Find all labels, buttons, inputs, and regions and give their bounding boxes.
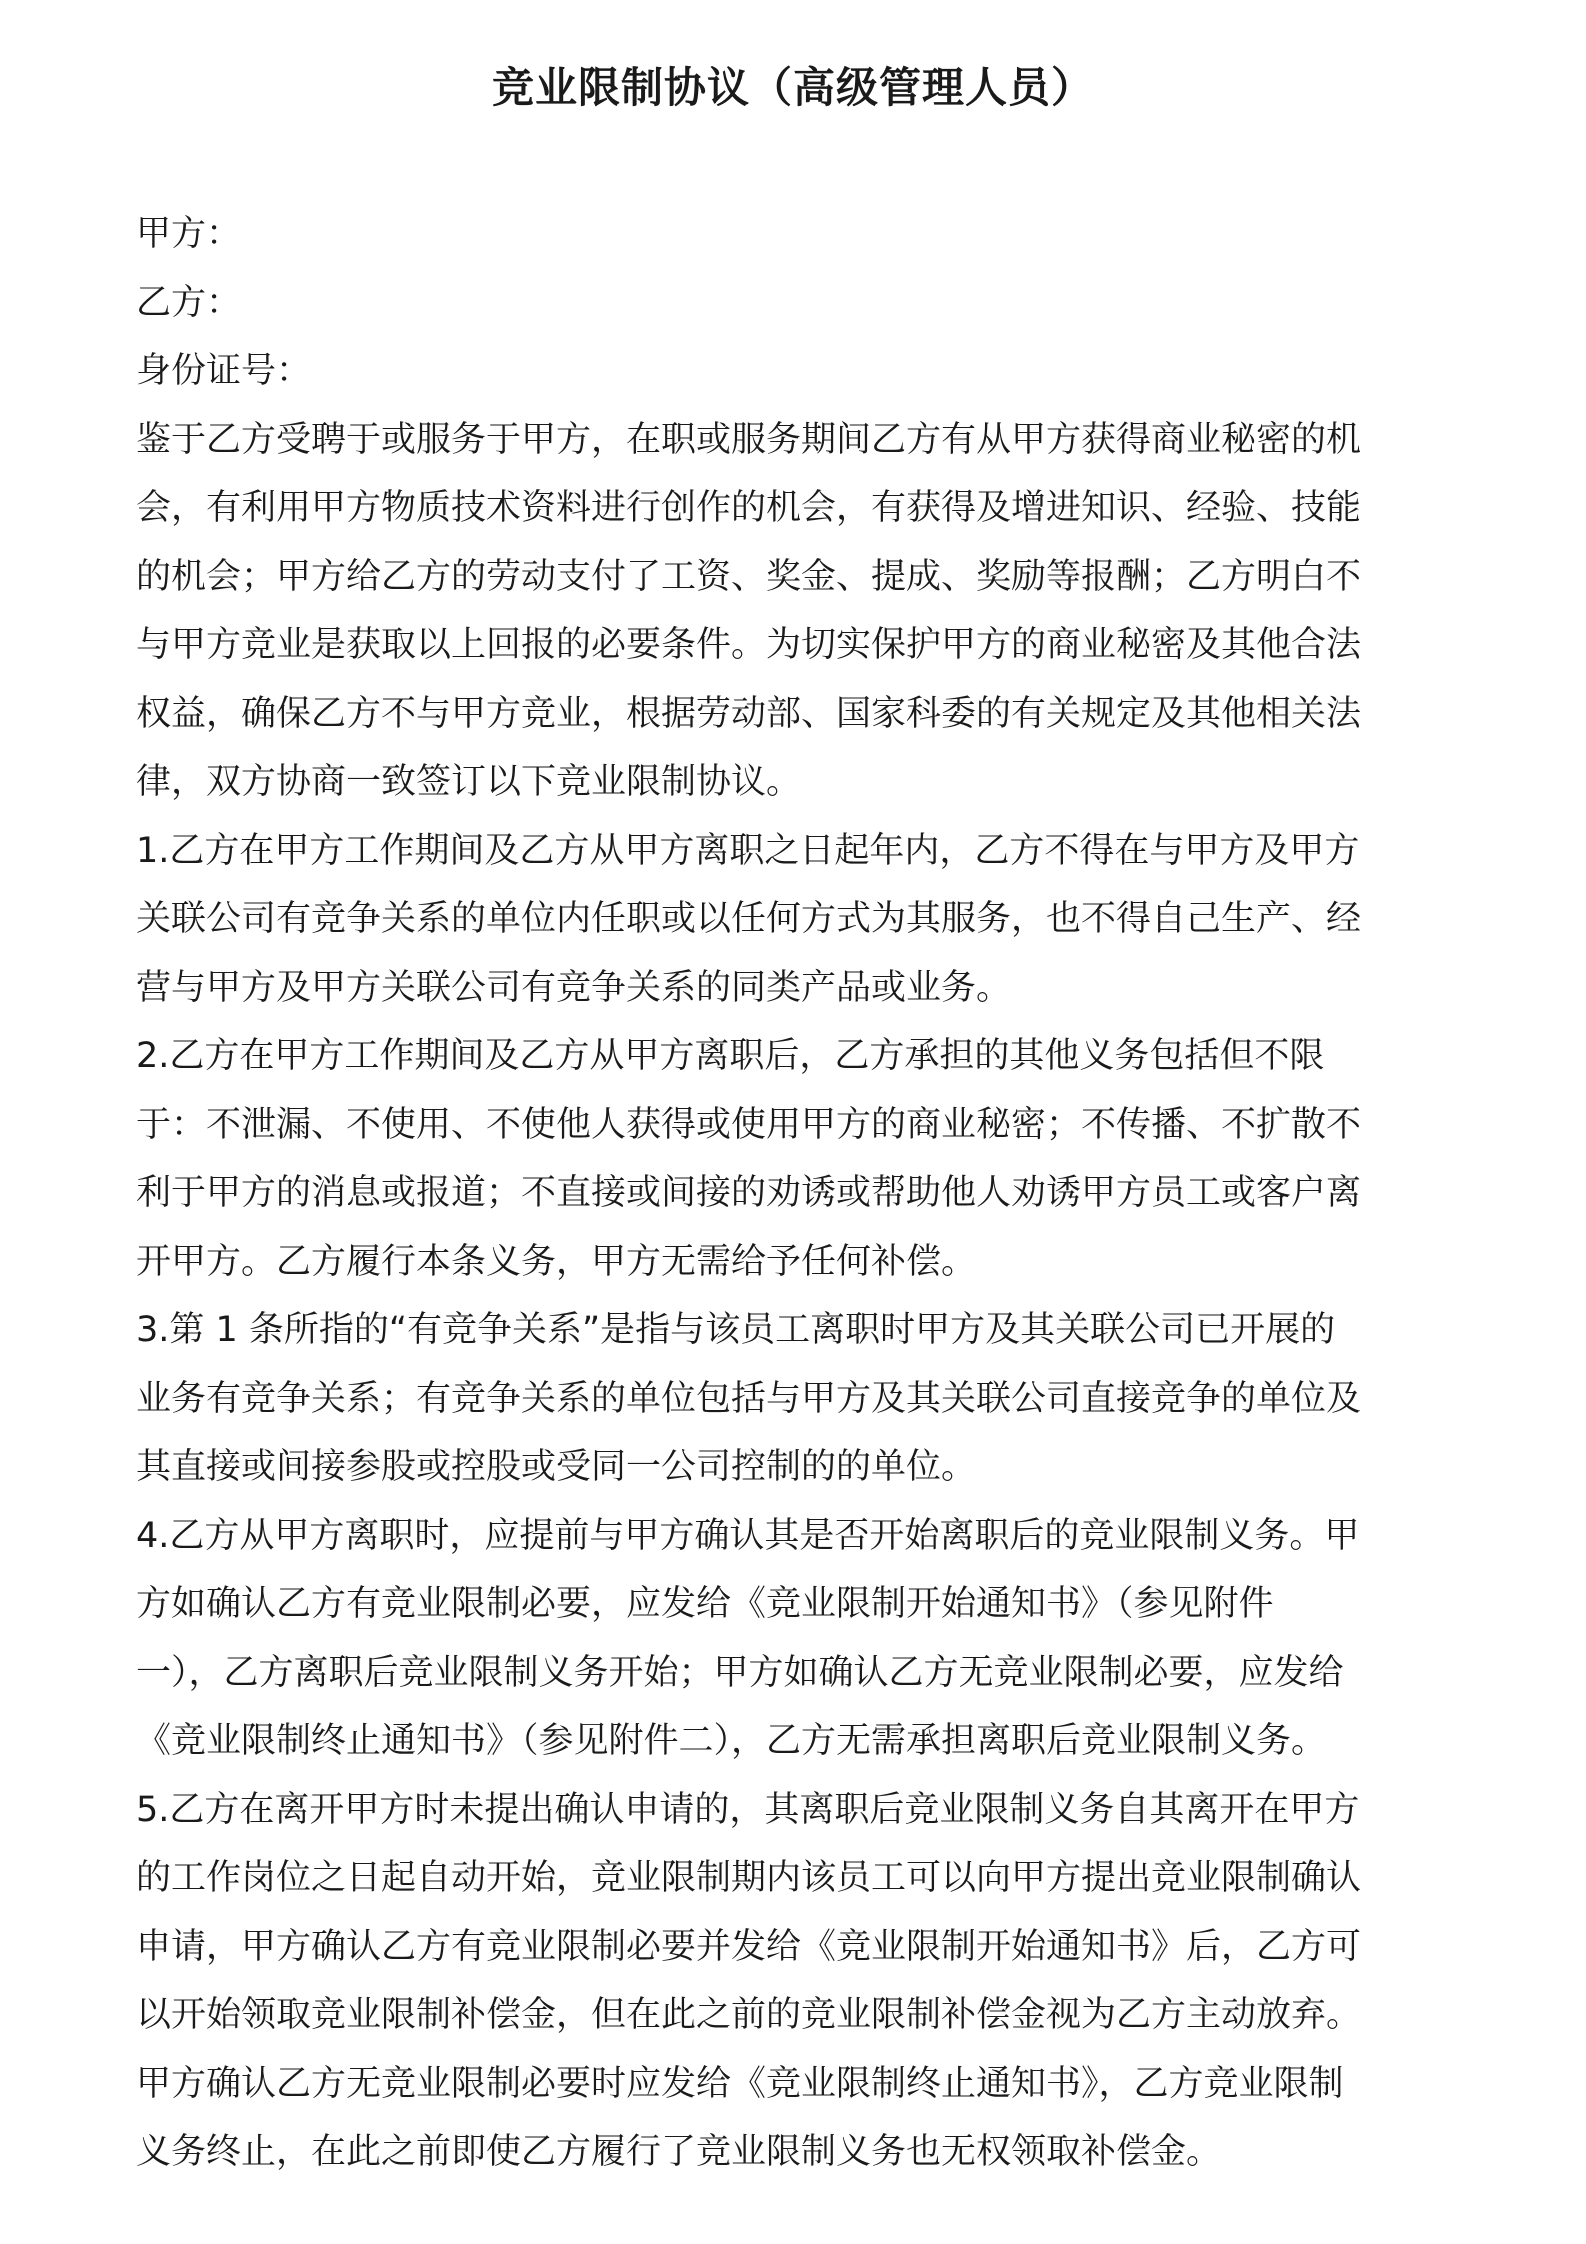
clause-5-line: 申请，甲方确认乙方有竞业限制必要并发给《竞业限制开始通知书》后，乙方可: [136, 1926, 1362, 1967]
party-b-label: 乙方：: [136, 282, 242, 323]
party-a-label: 甲方：: [136, 214, 242, 254]
clause-4-line: 4.乙方从甲方离职时，应提前与甲方确认其是否开始离职后的竞业限制义务。甲: [136, 1515, 1360, 1556]
clause-3-line: 3.第 1 条所指的“有竞争关系”是指与该员工离职时甲方及其关联公司已开展的: [136, 1310, 1336, 1350]
clause-5-line: 5.乙方在离开甲方时未提出确认申请的，其离职后竞业限制义务自其离开在甲方: [136, 1789, 1360, 1830]
preamble-paragraph: [136, 406, 1456, 817]
preamble-line: 与甲方竞业是获取以上回报的必要条件。为切实保护甲方的商业秘密及其他合法: [136, 625, 1362, 665]
document-body: [136, 200, 1456, 2187]
clause-5-line: 以开始领取竞业限制补偿金，但在此之前的竞业限制补偿金视为乙方主动放弃。: [136, 1995, 1362, 2035]
clause-3-line: 其直接或间接参股或控股或受同一公司控制的的单位。: [136, 1447, 977, 1487]
clause-1-line: 营与甲方及甲方关联公司有竞争关系的同类产品或业务。: [136, 967, 1012, 1008]
id-number-label: 身份证号：: [136, 351, 312, 391]
preamble-line: 权益，确保乙方不与甲方竞业，根据劳动部、国家科委的有关规定及其他相关法: [136, 693, 1362, 734]
clause-2-line: 2.乙方在甲方工作期间及乙方从甲方离职后，乙方承担的其他义务包括但不限: [136, 1036, 1325, 1076]
clause-2-line: 开甲方。乙方履行本条义务，甲方无需给予任何补偿。: [136, 1241, 977, 1282]
clause-5-line: 甲方确认乙方无竞业限制必要时应发给《竞业限制终止通知书》，乙方竞业限制: [136, 2063, 1344, 2104]
clause-4-line: 方如确认乙方有竞业限制必要，应发给《竞业限制开始通知书》（参见附件: [136, 1584, 1274, 1624]
clause-4-paragraph: [136, 1502, 1456, 1776]
clause-5-line: 义务终止，在此之前即使乙方履行了竞业限制义务也无权领取补偿金。: [136, 2132, 1222, 2172]
clause-4-line: 一），乙方离职后竞业限制义务开始；甲方如确认乙方无竞业限制必要，应发给: [136, 1652, 1344, 1693]
clause-3-line: 业务有竞争关系；有竞争关系的单位包括与甲方及其关联公司直接竞争的单位及: [136, 1378, 1362, 1419]
clause-3-paragraph: [136, 1296, 1456, 1502]
preamble-line: 律，双方协商一致签订以下竞业限制协议。: [136, 762, 802, 802]
clause-1-line: 1.乙方在甲方工作期间及乙方从甲方离职之日起年内，乙方不得在与甲方及甲方: [136, 830, 1360, 871]
clause-5-line: 的工作岗位之日起自动开始，竞业限制期内该员工可以向甲方提出竞业限制确认: [136, 1858, 1362, 1898]
clause-1-line: 关联公司有竞争关系的单位内任职或以任何方式为其服务，也不得自己生产、经: [136, 899, 1362, 939]
clause-2-paragraph: [136, 1022, 1456, 1296]
clause-2-line: 于：不泄漏、不使用、不使他人获得或使用甲方的商业秘密；不传播、不扩散不: [136, 1104, 1362, 1145]
clause-1-paragraph: [136, 817, 1456, 1023]
preamble-line: 鉴于乙方受聘于或服务于甲方，在职或服务期间乙方有从甲方获得商业秘密的机: [136, 419, 1362, 460]
clause-5-paragraph: [136, 1776, 1456, 2187]
preamble-line: 会，有利用甲方物质技术资料进行创作的机会，有获得及增进知识、经验、技能: [136, 488, 1362, 528]
preamble-line: 的机会；甲方给乙方的劳动支付了工资、奖金、提成、奖励等报酬；乙方明白不: [136, 556, 1362, 597]
clause-2-line: 利于甲方的消息或报道；不直接或间接的劝诱或帮助他人劝诱甲方员工或客户离: [136, 1173, 1362, 1213]
document-title: 竞业限制协议（高级管理人员）: [491, 63, 1094, 112]
clause-4-line: 《竞业限制终止通知书》（参见附件二），乙方无需承担离职后竞业限制义务。: [136, 1721, 1327, 1761]
